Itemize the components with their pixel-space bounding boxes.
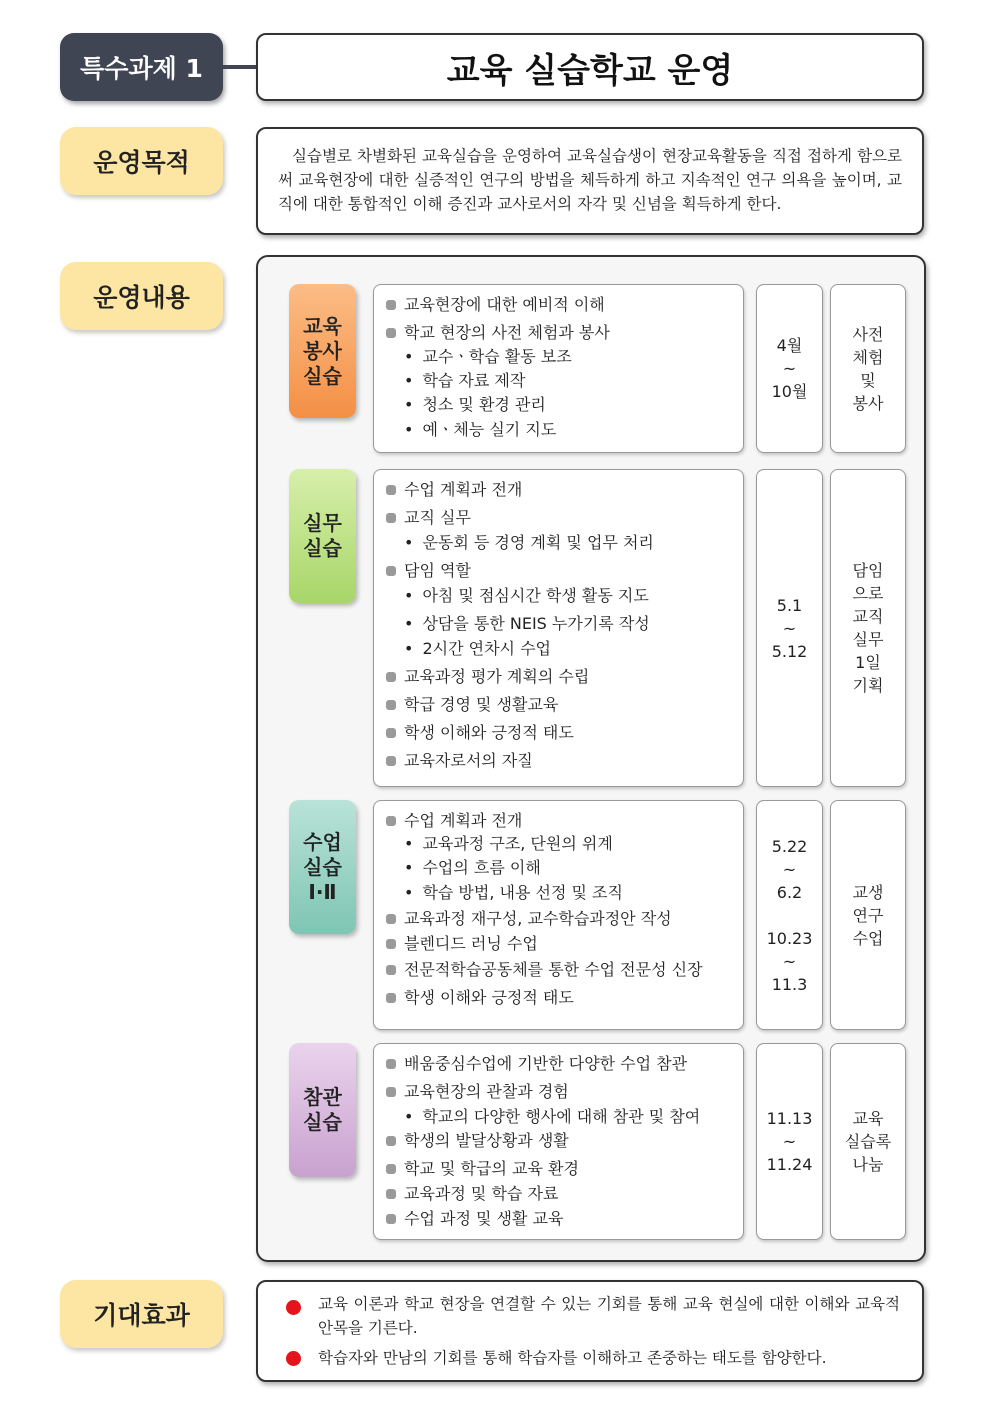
section-2-note [830, 469, 906, 787]
square-bullet-icon [386, 1136, 396, 1146]
list-item [386, 723, 574, 743]
item-text: 학급 경영 및 생활교육 [404, 695, 559, 714]
list-item [386, 508, 471, 528]
line-text: ~ [782, 951, 797, 971]
square-bullet-icon [386, 728, 396, 738]
sub-item [386, 347, 572, 367]
list-item [386, 695, 558, 715]
item-text: 운동회 등 경영 계획 및 업무 처리 [422, 533, 654, 552]
sub-item [386, 420, 556, 440]
dot-bullet-icon: • [404, 614, 414, 633]
content-tag: 운영내용 [60, 262, 223, 330]
sub-item [386, 395, 546, 415]
item-text: 2시간 연차시 수업 [422, 639, 551, 658]
item-text: 수업 계획과 전개 [404, 811, 523, 830]
sub-item [386, 883, 623, 903]
item-text: 교육자로서의 자질 [404, 751, 533, 770]
square-bullet-icon [386, 672, 396, 682]
red-bullet-icon [286, 1300, 301, 1315]
dot-bullet-icon: • [404, 883, 414, 902]
square-bullet-icon [386, 513, 396, 523]
item-text: 교육과정 재구성, 교수학습과정안 작성 [404, 909, 672, 928]
section-1-title-line: 교육 [303, 314, 342, 338]
sub-item [386, 834, 613, 854]
item-text: 배움중심수업에 기반한 다양한 수업 참관 [404, 1054, 688, 1073]
section-1-title-line: 봉사 [303, 339, 342, 363]
line-text: 교육 [852, 1109, 884, 1128]
line-text: ~ [782, 618, 797, 638]
sub-item [386, 1107, 700, 1127]
line-text: 5.1 [776, 595, 803, 615]
line-text: 담임 [852, 561, 884, 580]
item-text: 학습 방법, 내용 선정 및 조직 [422, 883, 623, 902]
dot-bullet-icon: • [404, 586, 414, 605]
square-bullet-icon [386, 914, 396, 924]
item-text: 전문적학습공동체를 통한 수업 전문성 신장 [404, 960, 703, 979]
line-text: 1일 [855, 653, 881, 672]
section-1-period [756, 284, 823, 453]
section-3-title-line: Ⅰ·Ⅱ [308, 880, 337, 904]
square-bullet-icon [386, 1214, 396, 1224]
square-bullet-icon [386, 1087, 396, 1097]
list-item [386, 480, 522, 500]
item-text: 블렌디드 러닝 수업 [404, 934, 538, 953]
square-bullet-icon [386, 939, 396, 949]
item-text: 아침 및 점심시간 학생 활동 지도 [422, 586, 649, 605]
line-text: 교직 [852, 607, 884, 626]
section-4-title-line: 실습 [303, 1110, 342, 1134]
section-1-title [289, 284, 356, 418]
item-text: 상담을 통한 NEIS 누가기록 작성 [422, 614, 650, 633]
list-item [386, 1209, 563, 1229]
dot-bullet-icon: • [404, 858, 414, 877]
square-bullet-icon [386, 300, 396, 310]
section-2-title [289, 469, 356, 603]
page-title: 교육 실습학교 운영 [256, 33, 924, 101]
line-text: 11.3 [771, 974, 808, 994]
item-text: 교직 실무 [404, 508, 471, 527]
item-text: 수업 과정 및 생활 교육 [404, 1209, 564, 1228]
section-3-title-line: 실습 [303, 855, 342, 879]
item-text: 예ㆍ체능 실기 지도 [422, 420, 557, 439]
square-bullet-icon [386, 816, 396, 826]
dot-bullet-icon: • [404, 371, 414, 390]
line-text: 으로 [852, 584, 884, 603]
list-item [386, 295, 605, 315]
square-bullet-icon [386, 1189, 396, 1199]
item-text: 교육과정 구조, 단원의 위계 [422, 834, 613, 853]
connector-line [222, 65, 258, 69]
item-text: 교육과정 및 학습 자료 [404, 1184, 559, 1203]
item-text: 교수ㆍ학습 활동 보조 [422, 347, 572, 366]
item-text: 학교 및 학급의 교육 환경 [404, 1159, 579, 1178]
section-3-detail [373, 800, 744, 1030]
section-2-detail [373, 469, 744, 787]
section-1-detail [373, 284, 744, 453]
line-text: 실습록 [844, 1132, 892, 1151]
line-text [787, 904, 792, 927]
line-text: 5.12 [771, 641, 808, 661]
section-4-title-line: 참관 [303, 1085, 342, 1109]
section-2-period [756, 469, 823, 787]
line-text: 기획 [852, 676, 884, 695]
line-text: 사전 [852, 324, 884, 344]
dot-bullet-icon: • [404, 639, 414, 658]
item-text: 학생 이해와 긍정적 태도 [404, 988, 574, 1007]
line-text: 4월 [776, 336, 803, 355]
line-text: ~ [782, 859, 797, 879]
purpose-tag: 운영목적 [60, 127, 223, 195]
sub-item [386, 533, 654, 553]
item-text: 청소 및 환경 관리 [422, 395, 546, 414]
square-bullet-icon [386, 700, 396, 710]
list-item [386, 323, 610, 343]
item-text: 수업 계획과 전개 [404, 480, 523, 499]
sub-item [386, 614, 650, 634]
sub-item [386, 639, 551, 659]
section-3-period [756, 800, 823, 1030]
line-text: 5.22 [771, 836, 808, 856]
item-text: 교육현장에 대한 예비적 이해 [404, 295, 605, 314]
item-text: 학교 현장의 사전 체험과 봉사 [404, 323, 610, 342]
line-text: ~ [782, 359, 797, 378]
item-text: 학교의 다양한 행사에 대해 참관 및 참여 [422, 1107, 701, 1126]
list-item [386, 988, 574, 1008]
list-item [386, 751, 533, 771]
list-item [386, 1131, 569, 1151]
section-1-title-line: 실습 [303, 364, 342, 388]
section-4-period [756, 1043, 823, 1240]
red-bullet-icon [286, 1351, 301, 1366]
list-item [386, 1159, 579, 1179]
sub-item [386, 858, 541, 878]
square-bullet-icon [386, 1164, 396, 1174]
line-text: 10.23 [766, 928, 813, 948]
sub-item [386, 586, 649, 606]
section-2-title-line: 실무 [303, 511, 342, 535]
dot-bullet-icon: • [404, 420, 414, 439]
section-3-title-line: 수업 [303, 830, 342, 854]
square-bullet-icon [386, 485, 396, 495]
list-item [386, 934, 538, 954]
item-text: 학생의 발달상황과 생활 [404, 1131, 569, 1150]
item-text: 학생 이해와 긍정적 태도 [404, 723, 574, 742]
list-item [386, 1184, 558, 1204]
line-text: 11.13 [766, 1109, 813, 1128]
effect-item: 교육 이론과 학교 현장을 연결할 수 있는 기회를 통해 교육 현실에 대한 이해와 교육적 안목을 기른다. [318, 1295, 900, 1337]
effect-tag: 기대효과 [60, 1280, 223, 1348]
list-item [386, 909, 672, 929]
line-text: 10월 [771, 382, 808, 401]
sub-item [386, 371, 525, 391]
section-3-note [830, 800, 906, 1030]
task-tag: 특수과제 1 [60, 33, 223, 101]
dot-bullet-icon: • [404, 347, 414, 366]
item-text: 학습 자료 제작 [422, 371, 526, 390]
line-text: 교생 [852, 882, 884, 902]
item-text: 담임 역할 [404, 561, 471, 580]
section-4-title [289, 1043, 356, 1177]
line-text: 나눔 [852, 1155, 884, 1174]
section-1-note [830, 284, 906, 453]
line-text: 체험 [852, 347, 884, 367]
square-bullet-icon [386, 566, 396, 576]
dot-bullet-icon: • [404, 1107, 414, 1126]
item-text: 수업의 흐름 이해 [422, 858, 541, 877]
item-text: 교육과정 평가 계획의 수립 [404, 667, 590, 686]
line-text: ~ [782, 1132, 797, 1151]
section-4-note [830, 1043, 906, 1240]
dot-bullet-icon: • [404, 533, 414, 552]
list-item [386, 1054, 687, 1074]
line-text: 수업 [852, 928, 884, 948]
square-bullet-icon [386, 1059, 396, 1069]
item-text: 교육현장의 관찰과 경험 [404, 1082, 569, 1101]
line-text: 실무 [852, 630, 884, 649]
section-2-title-line: 실습 [303, 536, 342, 560]
line-text: 연구 [852, 905, 884, 925]
line-text: 및 [860, 370, 876, 390]
list-item [386, 561, 471, 581]
list-item [386, 811, 522, 831]
square-bullet-icon [386, 328, 396, 338]
line-text: 6.2 [776, 882, 803, 902]
list-item [386, 960, 703, 980]
line-text: 11.24 [766, 1155, 813, 1174]
dot-bullet-icon: • [404, 834, 414, 853]
effect-item: 학습자와 만남의 기회를 통해 학습자를 이해하고 존중하는 태도를 함양한다. [318, 1349, 827, 1367]
purpose-box [256, 127, 924, 235]
square-bullet-icon [386, 756, 396, 766]
dot-bullet-icon: • [404, 395, 414, 414]
section-3-title [289, 800, 356, 934]
square-bullet-icon [386, 993, 396, 1003]
list-item [386, 667, 589, 687]
section-4-detail [373, 1043, 744, 1240]
effect-box [256, 1280, 924, 1382]
line-text: 봉사 [852, 393, 884, 413]
purpose-text: 실습별로 차별화된 교육실습을 운영하여 교육실습생이 현장교육활동을 직접 접하게 함으로써 교육현장에 대한 실증적인 연구의 방법을 체득하게 하고 지속적인 연구 의욕을 높이며, 교직에 대한 통합적인 이해 증진과 교사로서의 자각 및 신념을 획득하게 한다. [278, 147, 902, 213]
square-bullet-icon [386, 965, 396, 975]
list-item [386, 1082, 569, 1102]
